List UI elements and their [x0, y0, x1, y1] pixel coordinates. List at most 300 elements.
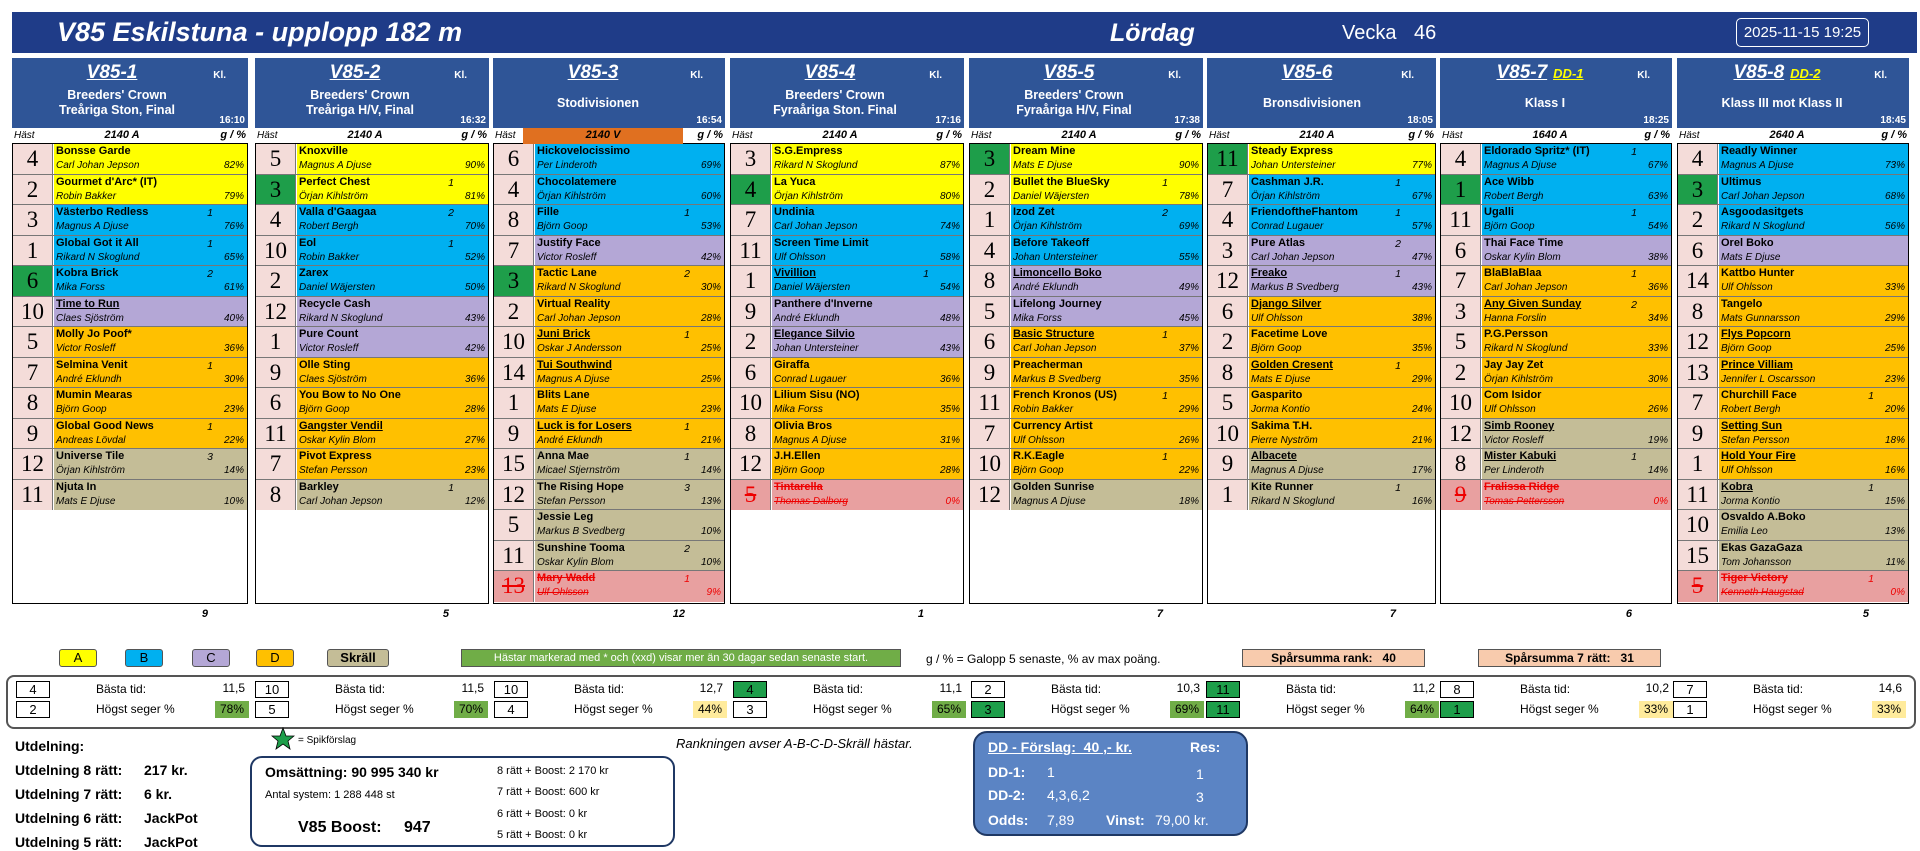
- start-number: 12: [1441, 419, 1481, 449]
- rank-sum-label: Spårsumma rank:: [1271, 651, 1373, 665]
- horse-list: [1677, 144, 1909, 604]
- horse-cell: [1011, 205, 1172, 235]
- gallop-percent: 28%: [693, 297, 724, 327]
- start-number: 11: [731, 236, 771, 266]
- start-number: 12: [1208, 266, 1248, 296]
- horse-row[interactable]: [494, 297, 724, 328]
- race-subheader: [493, 128, 725, 144]
- horse-row[interactable]: [1208, 327, 1435, 358]
- best-time-start-number: 7: [1673, 681, 1707, 698]
- driver-name: Björn Goop: [1721, 343, 1772, 354]
- horse-cell: [1011, 236, 1172, 266]
- start-number: 13: [494, 571, 534, 602]
- horse-row[interactable]: [970, 449, 1202, 480]
- driver-name: Örjan Kihlström: [1484, 373, 1553, 385]
- horse-row[interactable]: [1441, 297, 1671, 328]
- horse-rank: 1: [1631, 146, 1637, 158]
- horse-name: Any Given Sunday: [1484, 297, 1582, 310]
- payout-8-label: Utdelning 8 rätt:: [15, 762, 123, 778]
- horse-row[interactable]: [1678, 419, 1908, 450]
- horse-row[interactable]: [970, 388, 1202, 419]
- dd2-value: 4,3,6,2: [1047, 787, 1090, 803]
- horse-cell: [1719, 510, 1878, 540]
- horse-row[interactable]: [1208, 236, 1435, 267]
- driver-name: Rikard N Skoglund: [774, 160, 858, 171]
- start-number: 8: [731, 419, 771, 449]
- horse-row[interactable]: [1208, 480, 1435, 511]
- horse-row[interactable]: [1208, 297, 1435, 328]
- gallop-percent: 25%: [693, 358, 724, 388]
- horse-row[interactable]: [1441, 388, 1671, 419]
- horse-row[interactable]: [1678, 571, 1908, 602]
- title-bar: [12, 12, 1917, 53]
- horse-row[interactable]: [13, 297, 247, 328]
- driver-name: Robert Bergh: [299, 221, 359, 232]
- gallop-percent: 82%: [216, 144, 247, 174]
- horse-name: Jay Jay Zet: [1484, 358, 1544, 371]
- gp-column-label: g / %: [697, 129, 723, 141]
- horse-column-label: Häst: [495, 130, 516, 141]
- horse-row[interactable]: [494, 236, 724, 267]
- horse-row[interactable]: [13, 327, 247, 358]
- horse-row[interactable]: [256, 358, 488, 389]
- gallop-percent: 58%: [932, 236, 963, 266]
- start-number: 8: [1678, 297, 1718, 327]
- horse-name: Molly Jo Poof*: [56, 328, 132, 340]
- horse-row[interactable]: [256, 297, 488, 328]
- horse-rank: 1: [207, 359, 213, 372]
- horse-cell: [1249, 144, 1405, 174]
- horse-row[interactable]: [256, 175, 488, 206]
- horse-row[interactable]: [731, 297, 963, 328]
- horse-name: Bullet the BlueSky: [1013, 175, 1110, 188]
- driver-name: Per Linderoth: [537, 160, 598, 171]
- race-line2: Bronsdivisionen: [1263, 96, 1361, 110]
- race-time: 16:54: [696, 115, 722, 126]
- gallop-percent: 36%: [1640, 266, 1671, 296]
- race-header: [12, 58, 248, 128]
- start-number: 2: [13, 175, 53, 205]
- horse-row[interactable]: [1208, 205, 1435, 236]
- horse-row[interactable]: [494, 266, 724, 297]
- horse-row[interactable]: [1441, 480, 1671, 511]
- horse-row[interactable]: [731, 419, 963, 450]
- horse-row[interactable]: [970, 205, 1202, 236]
- driver-name: Daniel Wäjersten: [299, 282, 376, 293]
- best-time-start-number: 8: [1440, 681, 1474, 698]
- horse-row[interactable]: [494, 449, 724, 480]
- race-column: [255, 58, 489, 620]
- horse-row[interactable]: [731, 327, 963, 358]
- driver-name: Markus B Svedberg: [1013, 373, 1101, 385]
- gallop-percent: 50%: [457, 266, 488, 296]
- start-number: 12: [731, 449, 771, 479]
- horse-row[interactable]: [1441, 144, 1671, 175]
- horse-row[interactable]: [1678, 175, 1908, 206]
- horse-row[interactable]: [1678, 449, 1908, 480]
- horse-row[interactable]: [1678, 205, 1908, 236]
- driver-name: Magnus A Djuse: [299, 160, 372, 171]
- horse-row[interactable]: [731, 205, 963, 236]
- horse-row[interactable]: [13, 144, 247, 175]
- horse-name: French Kronos (US): [1013, 389, 1117, 401]
- horse-row[interactable]: [494, 205, 724, 236]
- race-subheader: [1677, 128, 1909, 144]
- driver-name: Per Linderoth: [1484, 465, 1545, 476]
- horse-row[interactable]: [731, 388, 963, 419]
- horse-row[interactable]: [970, 419, 1202, 450]
- gallop-percent: 36%: [457, 358, 488, 388]
- driver-name: Tom Johansson: [1721, 556, 1792, 568]
- top-win-start-number: 2: [16, 701, 50, 718]
- race-kl-label: Kl.: [1637, 70, 1650, 81]
- top-win-start-number: 1: [1440, 701, 1474, 718]
- driver-name: Stefan Persson: [1721, 434, 1790, 446]
- horse-row[interactable]: [1441, 419, 1671, 450]
- driver-name: Robin Bakker: [56, 190, 117, 202]
- horse-row[interactable]: [256, 266, 488, 297]
- horse-name: Pure Atlas: [1251, 236, 1306, 249]
- horse-row[interactable]: [1441, 449, 1671, 480]
- horse-name: Kobra: [1721, 480, 1753, 493]
- horse-row[interactable]: [970, 297, 1202, 328]
- horse-row[interactable]: [970, 144, 1202, 175]
- horse-name: Jessie Leg: [537, 511, 594, 523]
- horse-row[interactable]: [1208, 175, 1435, 206]
- horse-name: Golden Cresent: [1251, 358, 1333, 371]
- start-number: 7: [13, 358, 53, 388]
- horse-cell: [297, 419, 458, 449]
- start-number: 11: [1208, 144, 1248, 174]
- horse-row[interactable]: [731, 358, 963, 389]
- horse-row[interactable]: [1208, 144, 1435, 175]
- horse-cell: [1482, 175, 1641, 205]
- horse-row[interactable]: [256, 480, 488, 511]
- horse-row[interactable]: [970, 480, 1202, 511]
- start-number: 12: [970, 480, 1010, 511]
- horse-row[interactable]: [970, 358, 1202, 389]
- vinst-value: 79,00 kr.: [1155, 812, 1209, 828]
- start-number: 11: [256, 419, 296, 449]
- horse-row[interactable]: [494, 541, 724, 572]
- driver-name: Björn Goop: [1013, 465, 1064, 476]
- horse-name: Asgoodasitgets: [1721, 206, 1804, 218]
- star-icon: [271, 727, 295, 751]
- gallop-percent: 28%: [932, 449, 963, 479]
- gallop-percent: 35%: [1404, 327, 1435, 357]
- race-description: [255, 88, 465, 118]
- dd1-result: 1: [1196, 766, 1204, 782]
- driver-name: Örjan Kihlström: [299, 190, 368, 202]
- horse-cell: [297, 144, 458, 174]
- gp-column-label: g / %: [1175, 129, 1201, 141]
- horse-name: Setting Sun: [1721, 419, 1783, 432]
- best-time-label: Bästa tid:: [1051, 682, 1102, 696]
- horse-row[interactable]: [731, 175, 963, 206]
- horse-rank: 1: [1868, 481, 1874, 494]
- horse-row[interactable]: [1208, 388, 1435, 419]
- horse-row[interactable]: [13, 175, 247, 206]
- horse-row[interactable]: [731, 236, 963, 267]
- gallop-percent: 0%: [932, 480, 963, 511]
- top-win-label: Högst seger %: [574, 702, 653, 716]
- horse-row[interactable]: [1441, 175, 1671, 206]
- driver-name: Magnus A Djuse: [537, 373, 610, 385]
- horse-row[interactable]: [1678, 541, 1908, 572]
- horse-cell: [54, 205, 217, 235]
- race-line1: Breeders' Crown: [67, 88, 167, 102]
- horse-cell: [535, 419, 694, 449]
- horse-row[interactable]: [256, 327, 488, 358]
- start-number: 11: [494, 541, 534, 571]
- start-number: 6: [731, 358, 771, 388]
- horse-cell: [54, 297, 217, 327]
- horse-row[interactable]: [494, 327, 724, 358]
- horse-cell: [297, 480, 458, 511]
- horse-row[interactable]: [256, 205, 488, 236]
- driver-name: Robert Bergh: [1484, 190, 1544, 202]
- dd2-result: 3: [1196, 789, 1204, 805]
- horse-name: Mary Wadd: [537, 572, 596, 584]
- driver-name: Örjan Kihlström: [537, 190, 606, 202]
- horse-row[interactable]: [1441, 205, 1671, 236]
- driver-name: Carl Johan Jepson: [537, 312, 621, 324]
- horse-row[interactable]: [1441, 236, 1671, 267]
- horse-cell: [1249, 388, 1405, 418]
- horse-row[interactable]: [1678, 388, 1908, 419]
- horse-row[interactable]: [1678, 266, 1908, 297]
- start-number: 6: [13, 266, 53, 296]
- horse-row[interactable]: [1441, 266, 1671, 297]
- gallop-percent: 28%: [457, 388, 488, 418]
- horse-row[interactable]: [494, 480, 724, 511]
- horse-row[interactable]: [13, 388, 247, 419]
- gallop-percent: 73%: [1877, 144, 1908, 174]
- horse-cell: [297, 449, 458, 479]
- horse-row[interactable]: [1208, 449, 1435, 480]
- start-number: 1: [1678, 449, 1718, 479]
- gallop-percent: 43%: [457, 297, 488, 327]
- start-number: 10: [13, 297, 53, 327]
- gallop-percent: 30%: [693, 266, 724, 296]
- race-kl-label: Kl.: [1874, 70, 1887, 81]
- horse-row[interactable]: [1208, 358, 1435, 389]
- horse-row[interactable]: [970, 175, 1202, 206]
- start-number: 4: [494, 175, 534, 205]
- horse-row[interactable]: [731, 266, 963, 297]
- horse-cell: [54, 480, 217, 511]
- horse-name: Juni Brick: [537, 328, 591, 340]
- horse-cell: [1011, 449, 1172, 479]
- horse-cell: [1482, 266, 1641, 296]
- spik-label: = Spikförslag: [298, 735, 357, 746]
- horse-name: Recycle Cash: [299, 297, 371, 310]
- horse-row[interactable]: [1208, 419, 1435, 450]
- horse-name: Mumin Mearas: [56, 389, 133, 401]
- start-number: 7: [1441, 266, 1481, 296]
- horse-row[interactable]: [1441, 358, 1671, 389]
- horse-row[interactable]: [1678, 510, 1908, 541]
- horse-cell: [535, 266, 694, 296]
- gallop-percent: [1877, 236, 1908, 266]
- start-number: 8: [1441, 449, 1481, 479]
- horse-row[interactable]: [256, 388, 488, 419]
- horse-rank: 1: [1631, 451, 1637, 463]
- horse-list: [12, 144, 248, 604]
- race-kl-label: Kl.: [1168, 70, 1181, 81]
- rank-sum-value: 40: [1382, 651, 1396, 665]
- gallop-percent: 74%: [932, 205, 963, 235]
- driver-name: Carl Johan Jepson: [774, 221, 858, 232]
- dd-box: [973, 731, 1248, 836]
- gp-column-label: g / %: [1881, 129, 1907, 141]
- best-time-start-number: 4: [16, 681, 50, 698]
- horse-row[interactable]: [494, 571, 724, 602]
- horse-name: Olle Sting: [299, 358, 351, 371]
- gallop-percent: 54%: [1640, 205, 1671, 235]
- horse-row[interactable]: [494, 510, 724, 541]
- boost-label: V85 Boost:: [298, 819, 382, 836]
- horse-row[interactable]: [970, 236, 1202, 267]
- gallop-percent: 21%: [693, 419, 724, 449]
- start-number: 4: [1678, 144, 1718, 174]
- start-number: 2: [256, 266, 296, 296]
- horse-rank: 2: [1395, 237, 1401, 250]
- driver-name: Jorma Kontio: [1251, 404, 1310, 415]
- dd1-value: 1: [1047, 764, 1055, 780]
- horse-row[interactable]: [731, 480, 963, 511]
- horse-row[interactable]: [256, 236, 488, 267]
- horse-rank: 1: [448, 237, 454, 250]
- driver-name: Björn Goop: [774, 465, 825, 476]
- driver-name: Johan Untersteiner: [1013, 251, 1098, 263]
- start-number: 6: [494, 144, 534, 174]
- race-column: [1677, 58, 1909, 620]
- horse-rank: 2: [1162, 207, 1168, 219]
- odds-label: Odds:: [988, 812, 1029, 828]
- horse-cell: [297, 175, 458, 205]
- race-name-text: V85-4: [804, 62, 856, 83]
- horse-row[interactable]: [970, 266, 1202, 297]
- horse-row[interactable]: [1678, 327, 1908, 358]
- horse-name: Fralissa Ridge: [1484, 480, 1560, 493]
- race-subheader: [969, 128, 1203, 144]
- gp-column-label: g / %: [936, 129, 962, 141]
- horse-row[interactable]: [13, 205, 247, 236]
- best-time-label: Bästa tid:: [813, 682, 864, 696]
- day-label: Lördag: [1110, 19, 1195, 47]
- horse-cell: [1011, 266, 1172, 296]
- horse-cell: [535, 236, 694, 266]
- race-distance: 2140 A: [1299, 129, 1335, 141]
- horse-row[interactable]: [1678, 480, 1908, 511]
- driver-name: Ulf Ohlsson: [1013, 434, 1065, 446]
- gallop-percent: 37%: [1171, 327, 1202, 357]
- horse-row[interactable]: [13, 419, 247, 450]
- horse-list: [255, 144, 489, 604]
- best-time-start-number: 10: [494, 681, 528, 698]
- horse-row[interactable]: [13, 236, 247, 267]
- start-number: 5: [1678, 571, 1718, 602]
- horse-cell: [1249, 419, 1405, 449]
- driver-name: Conrad Lugauer: [1251, 221, 1324, 232]
- gallop-percent: 13%: [693, 480, 724, 510]
- start-number: 6: [1208, 297, 1248, 327]
- horse-name: Readly Winner: [1721, 145, 1798, 157]
- driver-name: Björn Goop: [1251, 343, 1302, 354]
- horse-row[interactable]: [494, 144, 724, 175]
- horse-row[interactable]: [494, 175, 724, 206]
- payout-6-label: Utdelning 6 rätt:: [15, 810, 123, 826]
- driver-name: Victor Rosleff: [537, 251, 597, 263]
- horse-row[interactable]: [256, 419, 488, 450]
- horse-name: Gourmet d'Arc* (IT): [56, 175, 158, 188]
- horse-row[interactable]: [13, 480, 247, 511]
- horse-rank: 1: [207, 237, 213, 250]
- race-kl-label: Kl.: [213, 70, 226, 81]
- horse-row[interactable]: [13, 266, 247, 297]
- race-column: [969, 58, 1203, 620]
- horse-cell: [1249, 449, 1405, 479]
- datetime-badge: 2025-11-15 19:25: [1736, 18, 1869, 47]
- horse-row[interactable]: [1208, 266, 1435, 297]
- horse-row[interactable]: [731, 144, 963, 175]
- horse-row[interactable]: [1678, 358, 1908, 389]
- start-number: 5: [494, 510, 534, 540]
- top-win-label: Högst seger %: [1753, 702, 1832, 716]
- horse-list: [969, 144, 1203, 604]
- horse-name: Churchill Face: [1721, 389, 1797, 401]
- gallop-percent: 36%: [932, 358, 963, 388]
- horse-row[interactable]: [494, 358, 724, 389]
- gallop-percent: 79%: [216, 175, 247, 205]
- horse-row[interactable]: [256, 144, 488, 175]
- horse-row[interactable]: [13, 449, 247, 480]
- race-name-text: V85-7: [1496, 62, 1548, 83]
- horse-name: Selmina Venit: [56, 358, 128, 371]
- horse-name: Justify Face: [537, 236, 601, 249]
- start-number: 3: [494, 266, 534, 296]
- horse-name: Facetime Love: [1251, 328, 1328, 340]
- driver-name: Robin Bakker: [299, 251, 360, 263]
- horse-row[interactable]: [1678, 144, 1908, 175]
- horse-row[interactable]: [494, 388, 724, 419]
- horse-cell: [535, 571, 694, 602]
- horse-row[interactable]: [13, 358, 247, 389]
- horse-row[interactable]: [731, 449, 963, 480]
- race-description: [969, 88, 1179, 118]
- horse-row[interactable]: [1441, 327, 1671, 358]
- horse-row[interactable]: [1678, 236, 1908, 267]
- horse-row[interactable]: [970, 327, 1202, 358]
- horse-row[interactable]: [1678, 297, 1908, 328]
- race-description: [12, 88, 222, 118]
- top-win-start-number: 4: [494, 701, 528, 718]
- race-column: [1440, 58, 1672, 620]
- horse-name: R.K.Eagle: [1013, 450, 1065, 462]
- driver-name: Victor Rosleff: [299, 343, 359, 354]
- horse-row[interactable]: [494, 419, 724, 450]
- gallop-percent: 42%: [693, 236, 724, 266]
- race-time: 17:38: [1174, 115, 1200, 126]
- driver-name: Tomas Pettersson: [1484, 495, 1565, 507]
- driver-name: Rikard N Skoglund: [56, 251, 140, 263]
- horse-row[interactable]: [256, 449, 488, 480]
- gallop-percent: 10%: [693, 541, 724, 571]
- horse-cell: [1482, 297, 1641, 327]
- gallop-percent: 9%: [693, 571, 724, 602]
- horse-cell: [297, 236, 458, 266]
